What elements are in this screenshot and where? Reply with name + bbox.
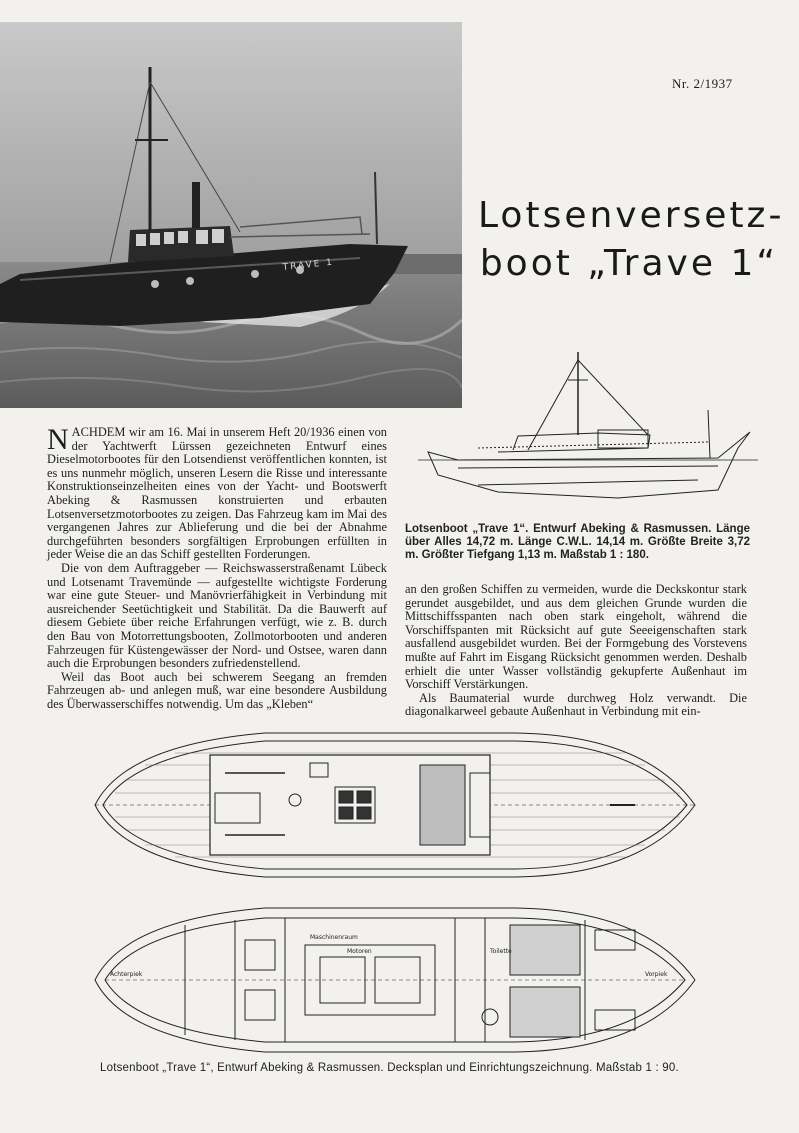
article-paragraph [47, 423, 387, 562]
deck-plan-drawing [85, 725, 705, 1070]
plan-label: Maschinenraum [310, 934, 358, 941]
side-view-caption: Lotsenboot „Trave 1“. Entwurf Abeking & Rasmussen. Länge über Alles 14,72 m. Länge C.W.L. 14,14 m. Größte Breite 3,72 m. Größter Tiefgang 1,13 m. Maßstab 1 : 180. [405, 523, 750, 561]
plan-label: Vorpiek [645, 971, 668, 978]
title-line-1: Lotsenversetz- [478, 195, 785, 236]
boat-photo [0, 22, 462, 408]
article-paragraph: Als Baumaterial wurde durchweg Holz verwandt. Die diagonalkarweel gebaute Außenhaut in Verbindung mit ein- [405, 690, 747, 719]
plan-label: Motoren [347, 948, 372, 955]
article-column-right [405, 583, 747, 719]
paragraph-text: ACHDEM wir am 16. Mai in unserem Heft 20/1936 einen von der Yachtwerft Lürssen gezeichneten Entwurf eines Dieselmotorbootes für den Lotsendienst veröffentlichen konnten, ist es uns nunmehr möglich, unseren Lesern die Risse und interessante Konstruktionseinzelheiten eines von der Yacht- und Bootswerft Abeking & Rasmussen konstruierten und erbauten Lotsenversetzmotorbootes zu zeigen. Das Fahrzeug kam im Mai des vergangenen Jahres zur Ablieferung und die bei der Abnahme durchgeführten besonders sorgfältigen Erprobungen erfüllten in jeder Weise die an das Schiff gestellten Forderungen. [47, 425, 387, 562]
issue-number: Nr. 2/1937 [672, 76, 733, 91]
title-line-2: boot „Trave 1“ [479, 243, 778, 284]
plan-label: Achterpiek [110, 971, 143, 978]
article-paragraph: Die von dem Auftraggeber — Reichswasserstraßenamt Lübeck und Lotsenamt Travemünde — aufgestellte wichtigste Forderung war eine gute Steuer- und Manövrierfähigkeit in Verbindung mit ausreichender Seetüchtigkeit und Stabilität. Da die Bauwerft auf diesem Gebiete über reiche Erfahrungen verfügt, wie z. B. durch den Bau von Motorrettungsbooten, Zollmotorbooten und anderen Fahrzeugen für Küstengewässer der Nord- und Ostsee, waren dann auch die Erprobungen besonders zufriedenstellend. [47, 560, 387, 671]
article-paragraph: Weil das Boot auch bei schwerem Seegang an fremden Fahrzeugen ab- und anlegen muß, war eine besondere Ausbildung des Überwasserschiffes notwendig. Um das „Kleben“ [47, 669, 387, 711]
drop-cap: N [47, 423, 69, 456]
plan-caption: Lotsenboot „Trave 1“, Entwurf Abeking & Rasmussen. Decksplan und Einrichtungszeichnung. Maßstab 1 : 90. [100, 1062, 679, 1074]
article-title [478, 192, 785, 288]
side-elevation-drawing [418, 340, 758, 520]
article-paragraph: an den großen Schiffen zu vermeiden, wurde die Deckskontur stark gerundet ausgebildet, und aus dem gleichen Grunde wurden die Mittschiffsspanten nach oben stark eingeholt, während die Vorschiffspanten mit Rücksicht auf gute Seeeigenschaften stark ausfallend ausgebildet wurden. Bei der Formgebung des Vorstevens mußte auf Fahrt im Eisgang Rücksicht genommen werden. Deshalb erhielt die unter Wasser vollständig gekupferte Außenhaut im Vorschiff Verstärkungen. [405, 582, 747, 692]
article-column-left [47, 423, 387, 711]
hull-lettering: TRAVE 1 [282, 257, 335, 273]
plan-label: Toilette [490, 948, 512, 955]
